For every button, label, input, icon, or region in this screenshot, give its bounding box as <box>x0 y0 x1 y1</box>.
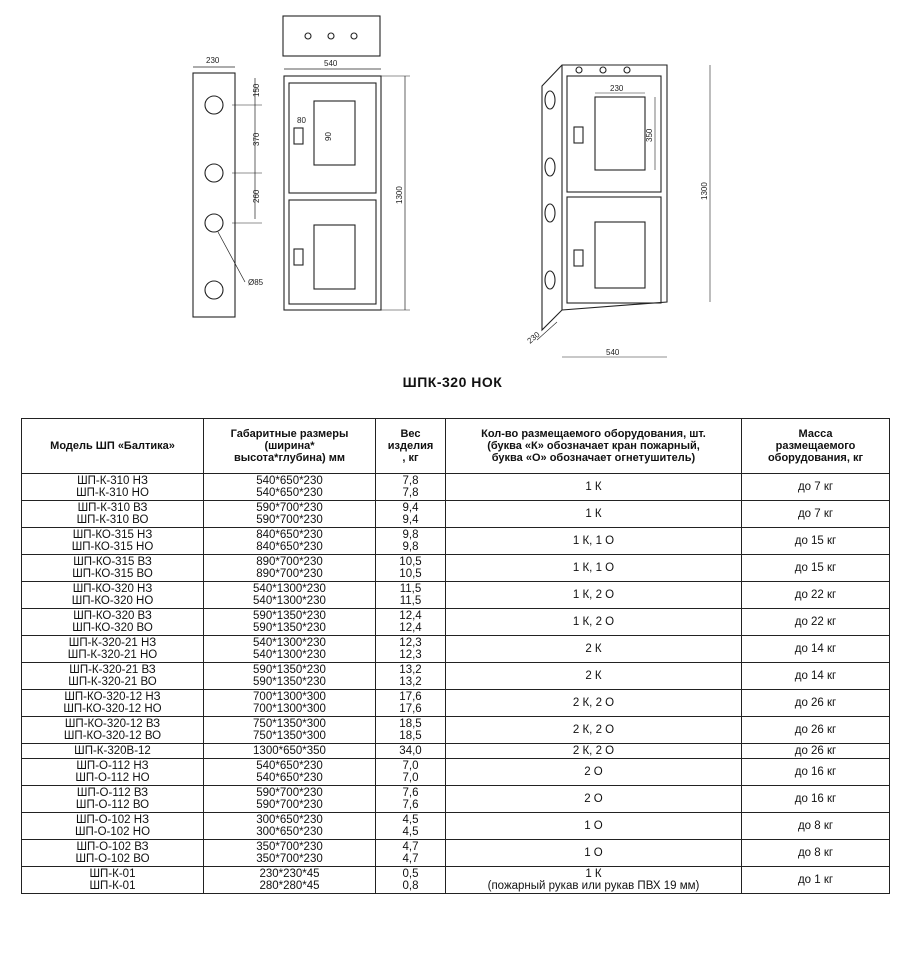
dim-door-offset: 80 <box>297 116 306 125</box>
mass-cell: до 26 кг <box>742 717 890 744</box>
table-row <box>22 663 890 690</box>
model-cell: ШП-КО-315 НЗ ШП-КО-315 НО <box>22 528 204 555</box>
mass-cell: до 14 кг <box>742 663 890 690</box>
weight-cell: 11,5 11,5 <box>376 582 446 609</box>
dims-cell: 540*650*230 540*650*230 <box>204 759 376 786</box>
dim-iso-window-h: 350 <box>645 128 654 142</box>
dim-iso-window-w: 230 <box>610 84 624 93</box>
equipment-cell: 1 К, 1 О <box>446 528 742 555</box>
mass-cell: до 15 кг <box>742 555 890 582</box>
dims-cell: 590*1350*230 590*1350*230 <box>204 663 376 690</box>
dims-cell: 590*1350*230 590*1350*230 <box>204 609 376 636</box>
dims-cell: 700*1300*300 700*1300*300 <box>204 690 376 717</box>
dims-cell: 840*650*230 840*650*230 <box>204 528 376 555</box>
table-row <box>22 690 890 717</box>
model-cell: ШП-К-320-21 ВЗ ШП-К-320-21 ВО <box>22 663 204 690</box>
dim-door-h: 90 <box>324 132 333 141</box>
equipment-cell: 1 О <box>446 840 742 867</box>
table-row <box>22 867 890 894</box>
weight-cell: 10,5 10,5 <box>376 555 446 582</box>
dim-iso-height: 1300 <box>700 182 709 200</box>
weight-cell: 7,0 7,0 <box>376 759 446 786</box>
mass-cell: до 14 кг <box>742 636 890 663</box>
dim-iso-width: 540 <box>606 348 620 357</box>
equipment-cell: 2 К, 2 О <box>446 744 742 759</box>
table-row <box>22 609 890 636</box>
mass-cell: до 8 кг <box>742 840 890 867</box>
weight-cell: 34,0 <box>376 744 446 759</box>
weight-cell: 7,8 7,8 <box>376 474 446 501</box>
dim-side-width: 230 <box>206 56 220 65</box>
table-row <box>22 474 890 501</box>
equipment-cell: 1 О <box>446 813 742 840</box>
equipment-cell: 1 К (пожарный рукав или рукав ПВХ 19 мм) <box>446 867 742 894</box>
dims-cell: 300*650*230 300*650*230 <box>204 813 376 840</box>
mass-cell: до 7 кг <box>742 474 890 501</box>
weight-cell: 18,5 18,5 <box>376 717 446 744</box>
weight-cell: 4,5 4,5 <box>376 813 446 840</box>
table-row <box>22 813 890 840</box>
model-cell: ШП-К-320В-12 <box>22 744 204 759</box>
header-model: Модель ШП «Балтика» <box>22 419 204 474</box>
weight-cell: 17,6 17,6 <box>376 690 446 717</box>
dim-hole: Ø85 <box>248 278 264 287</box>
header-weight: Вес изделия , кг <box>376 419 446 474</box>
table-row <box>22 582 890 609</box>
model-cell: ШП-КО-320-12 ВЗ ШП-КО-320-12 ВО <box>22 717 204 744</box>
header-dims: Габаритные размеры (ширина* высота*глубина) мм <box>204 419 376 474</box>
table-row <box>22 528 890 555</box>
weight-cell: 13,2 13,2 <box>376 663 446 690</box>
model-cell: ШП-КО-320 ВЗ ШП-КО-320 ВО <box>22 609 204 636</box>
model-cell: ШП-КО-315 ВЗ ШП-КО-315 ВО <box>22 555 204 582</box>
weight-cell: 12,4 12,4 <box>376 609 446 636</box>
equipment-cell: 2 К <box>446 663 742 690</box>
dim-h3: 260 <box>252 189 261 203</box>
weight-cell: 0,5 0,8 <box>376 867 446 894</box>
dims-cell: 750*1350*300 750*1350*300 <box>204 717 376 744</box>
dims-cell: 540*650*230 540*650*230 <box>204 474 376 501</box>
spec-table <box>21 418 890 894</box>
weight-cell: 9,4 9,4 <box>376 501 446 528</box>
dims-cell: 230*230*45 280*280*45 <box>204 867 376 894</box>
drawing-title: ШПК-320 НОК <box>402 374 503 390</box>
technical-drawing <box>0 0 905 370</box>
table-row <box>22 744 890 759</box>
equipment-cell: 1 К <box>446 474 742 501</box>
mass-cell: до 26 кг <box>742 690 890 717</box>
equipment-cell: 1 К <box>446 501 742 528</box>
dim-total-height: 1300 <box>395 186 404 204</box>
spec-table-body <box>22 474 890 894</box>
dims-cell: 540*1300*230 540*1300*230 <box>204 582 376 609</box>
dim-h1: 150 <box>252 83 261 97</box>
mass-cell: до 22 кг <box>742 609 890 636</box>
mass-cell: до 7 кг <box>742 501 890 528</box>
weight-cell: 7,6 7,6 <box>376 786 446 813</box>
dims-cell: 590*700*230 590*700*230 <box>204 501 376 528</box>
mass-cell: до 1 кг <box>742 867 890 894</box>
dims-cell: 1300*650*350 <box>204 744 376 759</box>
weight-cell: 9,8 9,8 <box>376 528 446 555</box>
equipment-cell: 2 О <box>446 786 742 813</box>
side-view <box>193 73 235 317</box>
equipment-cell: 1 К, 2 О <box>446 609 742 636</box>
table-row <box>22 717 890 744</box>
table-row <box>22 786 890 813</box>
header-equipment: Кол-во размещаемого оборудования, шт. (буква «К» обозначает кран пожарный, буква «О» обозначает огнетушитель) <box>446 419 742 474</box>
dims-cell: 350*700*230 350*700*230 <box>204 840 376 867</box>
equipment-cell: 1 К, 1 О <box>446 555 742 582</box>
model-cell: ШП-К-310 НЗ ШП-К-310 НО <box>22 474 204 501</box>
weight-cell: 4,7 4,7 <box>376 840 446 867</box>
equipment-cell: 2 К, 2 О <box>446 690 742 717</box>
mass-cell: до 16 кг <box>742 759 890 786</box>
table-row <box>22 501 890 528</box>
dims-cell: 590*700*230 590*700*230 <box>204 786 376 813</box>
mass-cell: до 22 кг <box>742 582 890 609</box>
model-cell: ШП-КО-320-12 НЗ ШП-КО-320-12 НО <box>22 690 204 717</box>
table-row <box>22 840 890 867</box>
header-mass: Масса размещаемого оборудования, кг <box>742 419 890 474</box>
dims-cell: 540*1300*230 540*1300*230 <box>204 636 376 663</box>
table-row <box>22 636 890 663</box>
equipment-cell: 1 К, 2 О <box>446 582 742 609</box>
model-cell: ШП-К-310 ВЗ ШП-К-310 ВО <box>22 501 204 528</box>
model-cell: ШП-КО-320 НЗ ШП-КО-320 НО <box>22 582 204 609</box>
table-header-row <box>22 419 890 474</box>
model-cell: ШП-К-01 ШП-К-01 <box>22 867 204 894</box>
mass-cell: до 15 кг <box>742 528 890 555</box>
dim-top-width: 540 <box>324 59 338 68</box>
model-cell: ШП-О-102 ВЗ ШП-О-102 ВО <box>22 840 204 867</box>
mass-cell: до 26 кг <box>742 744 890 759</box>
table-row <box>22 555 890 582</box>
top-view <box>283 16 380 56</box>
model-cell: ШП-О-112 НЗ ШП-О-112 НО <box>22 759 204 786</box>
equipment-cell: 2 О <box>446 759 742 786</box>
model-cell: ШП-О-102 НЗ ШП-О-102 НО <box>22 813 204 840</box>
dims-cell: 890*700*230 890*700*230 <box>204 555 376 582</box>
table-row <box>22 759 890 786</box>
weight-cell: 12,3 12,3 <box>376 636 446 663</box>
dim-h2: 370 <box>252 132 261 146</box>
dim-iso-depth: 230 <box>525 330 542 346</box>
model-cell: ШП-О-112 ВЗ ШП-О-112 ВО <box>22 786 204 813</box>
equipment-cell: 2 К, 2 О <box>446 717 742 744</box>
model-cell: ШП-К-320-21 НЗ ШП-К-320-21 НО <box>22 636 204 663</box>
mass-cell: до 8 кг <box>742 813 890 840</box>
equipment-cell: 2 К <box>446 636 742 663</box>
mass-cell: до 16 кг <box>742 786 890 813</box>
